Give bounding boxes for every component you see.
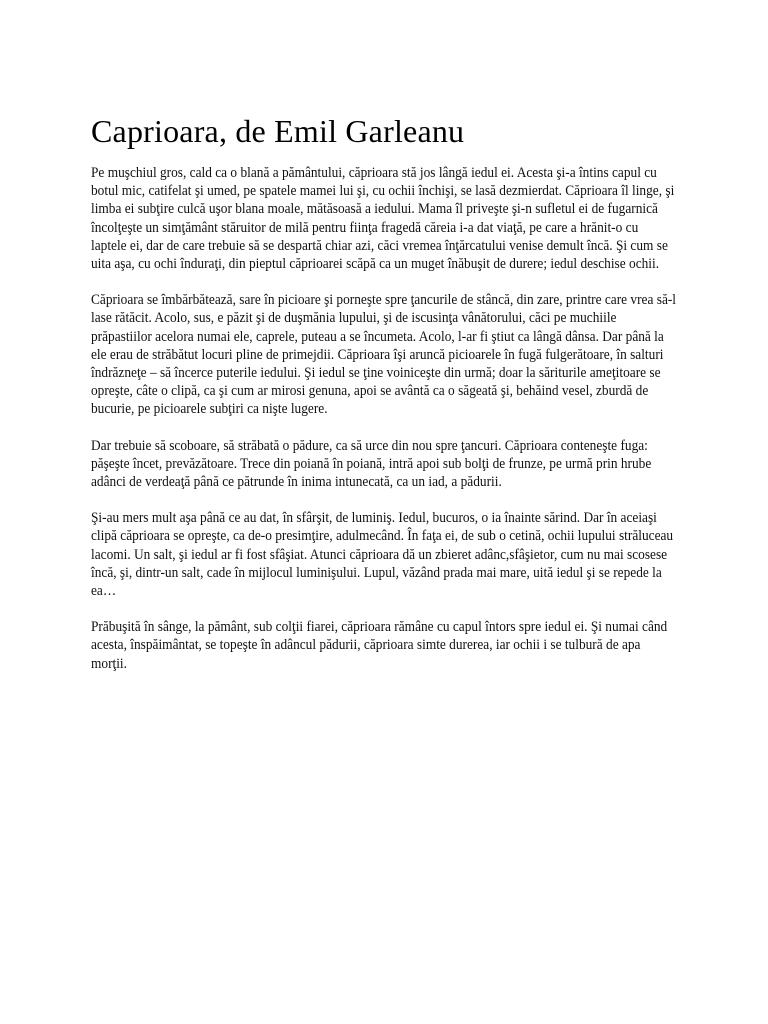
paragraph-5: Prăbuşită în sânge, la pământ, sub colţii fiarei, căprioara rămâne cu capul întors spre iedul ei. Şi numai când acesta, înspăimântat, se topeşte în adâncul pădurii, căprioara simte durerea, iar ochii i se tulbură de apa morţii. — [91, 619, 668, 672]
document-page — [91, 112, 677, 691]
paragraph-3: Dar trebuie să scoboare, să străbată o pădure, ca să urce din nou spre ţancuri. Căprioara conteneşte fuga: păşeşte încet, prevăzătoare. Trece din poiană în poiană, intră apoi sub bolţi de frunze, pe urmă prin hrube adânci de verdeaţă până ce pătrunde în inima intunecată, ca un iad, a pădurii. — [91, 437, 652, 491]
document-title: Caprioara, de Emil Garleanu — [91, 113, 465, 149]
paragraph-2: Căprioara se îmbărbătează, sare în picioare şi porneşte spre ţancurile de stâncă, din zare, printre care vrea să-l lase rătăcit. Acolo, sus, e păzit şi de duşmănia lupului, şi de iscusinţa vânătorului, căci pe muchiile prăpastiilor acelora numai ele, caprele, puteau a se încumeta. Acolo, l-ar fi ştiut ca lângă dânsa. Dar până la ele erau de străbătut locuri pline de primejdii. Căprioara îşi aruncă picioarele în fugă fulgerătoare, în salturi îndrăzneţe – să încerce puterile iedului. Şi iedul se ţine voiniceşte din urmă; doar la săriturile ameţitoare se opreşte, câte o clipă, ca şi cum ar mirosi genuna, apoi se avântă ca o săgeată şi, behăind vesel, zburdă de bucurie, pe picioarele subţiri ca nişte lugere. — [91, 292, 677, 418]
paragraph-4: Şi-au mers mult aşa până ce au dat, în sfârşit, de luminiş. Iedul, bucuros, o ia înainte sărind. Dar în aceiaşi clipă căprioara se opreşte, ca de-o presimţire, adulmecând. În faţa ei, de sub o cetină, ochii lupului străluceau lacomi. Un salt, şi iedul ar fi fost sfâşiat. Atunci căprioara dă un zbieret adânc,sfâşietor, cum nu mai scosese încă, şi, dintr-un salt, cade în mijlocul luminişului. Lupul, văzând prada mai mare, uită iedul şi se repede la ea… — [91, 510, 674, 600]
paragraph-1: Pe muşchiul gros, cald ca o blană a pământului, căprioara stă jos lângă iedul ei. Acesta şi-a întins capul cu botul mic, catifelat şi umed, pe spatele mamei lui şi, cu ochii închişi, se lasă dezmierdat. Căprioara îl linge, şi limba ei subţire culcă uşor blana moale, mătăsoasă a iedului. Mama îl priveşte şi-n sufletul ei de fugarnică încolţeşte un simţământ stăruitor de milă pentru fiinţa fragedă căreia i-a dat viaţă, pe care a hrănit-o cu laptele ei, dar de care trebuie să se despartă chiar azi, căci vremea înţărcatului venise demult încă. Şi cum se uita aşa, cu ochi înduraţi, din pieptul căprioarei scăpă ca un muget înăbuşit de durere; iedul deschise ochii. — [91, 165, 675, 273]
